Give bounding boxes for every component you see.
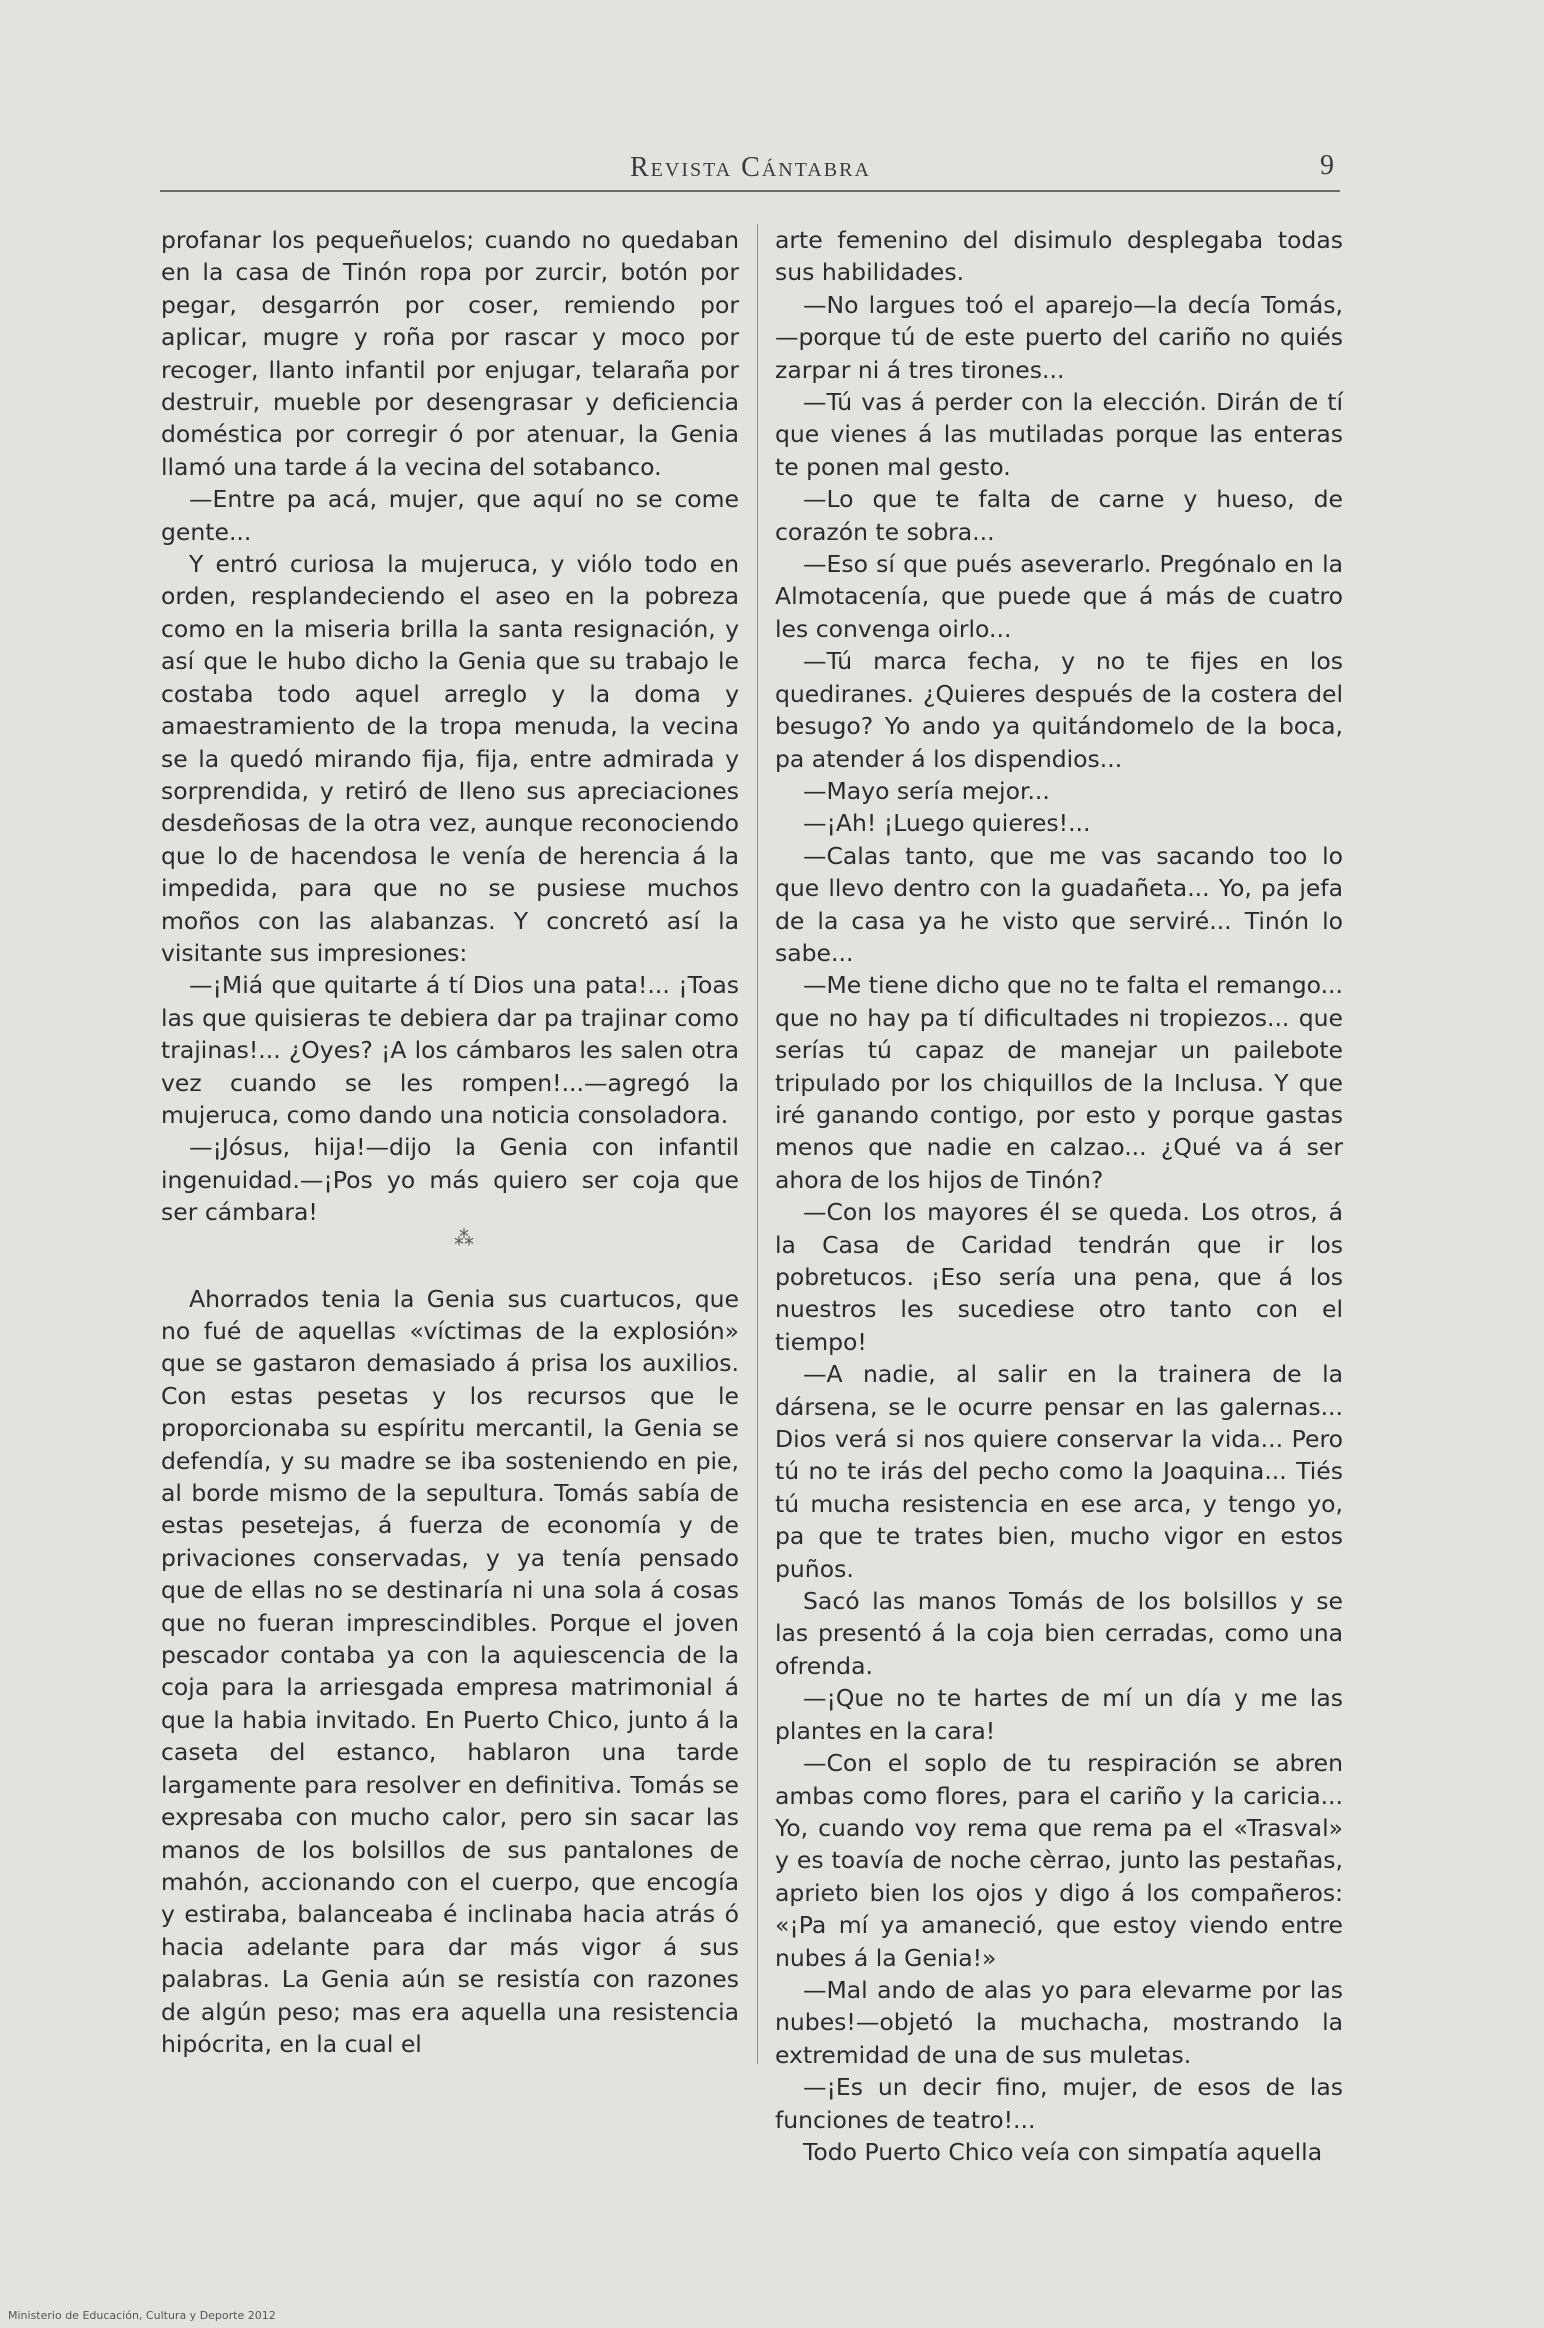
paragraph: —Entre pa acá, mujer, que aquí no se come gente... (161, 485, 739, 546)
section-break-asterism: ⁂ (454, 1225, 474, 1250)
paragraph: —Tú vas á perder con la elección. Dirán de tí que vienes á las mutiladas porque las enteras te ponen mal gesto. (775, 388, 1343, 481)
paragraph: —Me tiene dicho que no te falta el remango... que no hay pa tí dificultades ni tropiezos... que serías tú capaz de manejar un pailebote tripulado por los chiquillos de la Inclusa. Y que iré ganando contigo, por esto y porque gastas menos que nadie en calzao... ¿Qué va á ser ahora de los hijos de Tinón? (775, 971, 1343, 1194)
footer-credit: Ministerio de Educación, Cultura y Deporte 2012 (8, 2309, 276, 2322)
paragraph: Y entró curiosa la mujeruca, y viólo todo en orden, resplandeciendo el aseo en la pobreza como en la miseria brilla la santa resignación, y así que le hubo dicho la Genia que su trabajo le costaba todo aquel arreglo y la doma y amaestramiento de la tropa menuda, la vecina se la quedó mirando fija, fija, entre admirada y sorprendida, y retiró de lleno sus apreciaciones desdeñosas de la otra vez, aunque reconociendo que lo de hacendosa le venía de herencia á la impedida, para que no se pusiese muchos moños con las alabanzas. Y concretó así la visitante sus impresiones: (161, 550, 739, 967)
column-divider (757, 224, 758, 2064)
paragraph: —Con el soplo de tu respiración se abren ambas como flores, para el cariño y la caricia... Yo, cuando voy rema que rema pa el «Trasval» y es toavía de noche cèrrao, junto las pestañas, aprieto bien los ojos y digo á los compañeros: «¡Pa mí ya amaneció, que estoy viendo entre nubes á la Genia!» (775, 1749, 1343, 1972)
journal-title: Revista Cántabra (630, 152, 871, 183)
right-column (775, 224, 1343, 2168)
paragraph: Todo Puerto Chico veía con simpatía aquella (803, 2137, 1323, 2166)
paragraph: —No largues toó el aparejo—la decía Tomás,—porque tú de este puerto del cariño no quiés zarpar ni á tres tirones... (775, 290, 1343, 384)
paragraph: —Con los mayores él se queda. Los otros, á la Casa de Caridad tendrán que ir los pobretucos. ¡Eso sería una pena, que á los nuestros les sucediese otro tanto con el tiempo! (775, 1198, 1343, 1356)
paragraph: —Calas tanto, que me vas sacando too lo que llevo dentro con la guadañeta... Yo, pa jefa de la casa ya he visto que serviré... Tinón lo sabe... (775, 841, 1343, 967)
paragraph: —Mal ando de alas yo para elevarme por las nubes!—objetó la muchacha, mostrando la extremidad de una de sus muletas. (775, 1975, 1343, 2069)
paragraph: —¡Que no te hartes de mí un día y me las plantes en la cara! (775, 1684, 1343, 1745)
paragraph: —¡Jósus, hija!—dijo la Genia con infantil ingenuidad.—¡Pos yo más quiero ser coja que ser cámbara! (161, 1133, 739, 1227)
paragraph: —Lo que te falta de carne y hueso, de corazón te sobra... (775, 485, 1343, 546)
paragraph: —A nadie, al salir en la trainera de la dársena, se le ocurre pensar en las galernas... Dios verá si nos quiere conservar la vida... Pero tú no te irás del pecho como la Joaquina... Tiés tú mucha resistencia en ese arca, y tengo yo, pa que te trates bien, mucho vigor en estos puños. (775, 1360, 1343, 1583)
paragraph: —Mayo sería mejor... (803, 776, 1050, 805)
paragraph: —¡Ah! ¡Luego quieres!... (803, 809, 1091, 838)
paragraph: Ahorrados tenia la Genia sus cuartucos, que no fué de aquellas «víctimas de la explosión» que se gastaron demasiado á prisa los auxilios. Con estas pesetas y los recursos que le proporcionaba su espíritu mercantil, la Genia se defendía, y su madre se iba sosteniendo en pie, al borde mismo de la sepultura. Tomás sabía de estas pesetejas, á fuerza de economía y de privaciones conservadas, y ya tenía pensado que de ellas no se destinaría ni una sola á cosas que no fueran imprescindibles. Porque el joven pescador contaba ya con la aquiescencia de la coja para la arriesgada empresa matrimonial á que la habia invitado. En Puerto Chico, junto á la caseta del estanco, hablaron una tarde largamente para resolver en definitiva. Tomás se expresaba con mucho calor, pero sin sacar las manos de los bolsillos de sus pantalones de mahón, accionando con el cuerpo, que encogía y estiraba, balanceaba é inclinaba hacia atrás ó hacia adelante para dar más vigor á sus palabras. La Genia aún se resistía con razones de algún peso; mas era aquella una resistencia hipócrita, en la cual el (161, 1284, 739, 2058)
left-column (161, 224, 739, 2060)
paragraph: —Tú marca fecha, y no te fijes en los quediranes. ¿Quieres después de la costera del besugo? Yo ando ya quitándomelo de la boca, pa atender á los dispendios... (775, 647, 1343, 773)
paragraph: profanar los pequeñuelos; cuando no quedaban en la casa de Tinón ropa por zurcir, botón por pegar, desgarrón por coser, remiendo por aplicar, mugre y roña por rascar y moco por recoger, llanto infantil por enjugar, telaraña por destruir, mueble por desengrasar y deficiencia doméstica por corregir ó por atenuar, la Genia llamó una tarde á la vecina del sotabanco. (161, 226, 739, 481)
page-header (160, 150, 1340, 192)
paragraph: —¡Miá que quitarte á tí Dios una pata!... ¡Toas las que quisieras te debiera dar pa trajinar como trajinas!... ¿Oyes? ¡A los cámbaros les salen otra vez cuando se les rompen!...—agregó la mujeruca, como dando una noticia consoladora. (161, 971, 739, 1129)
paragraph: Sacó las manos Tomás de los bolsillos y se las presentó á la coja bien cerradas, como una ofrenda. (775, 1587, 1343, 1680)
page-number: 9 (1320, 150, 1334, 181)
paragraph: —Eso sí que pués aseverarlo. Pregónalo en la Almotacenía, que puede que á más de cuatro les convenga oirlo... (775, 550, 1343, 643)
paragraph: arte femenino del disimulo desplegaba todas sus habilidades. (775, 226, 1343, 287)
paragraph: —¡Es un decir fino, mujer, de esos de las funciones de teatro!... (775, 2073, 1343, 2134)
